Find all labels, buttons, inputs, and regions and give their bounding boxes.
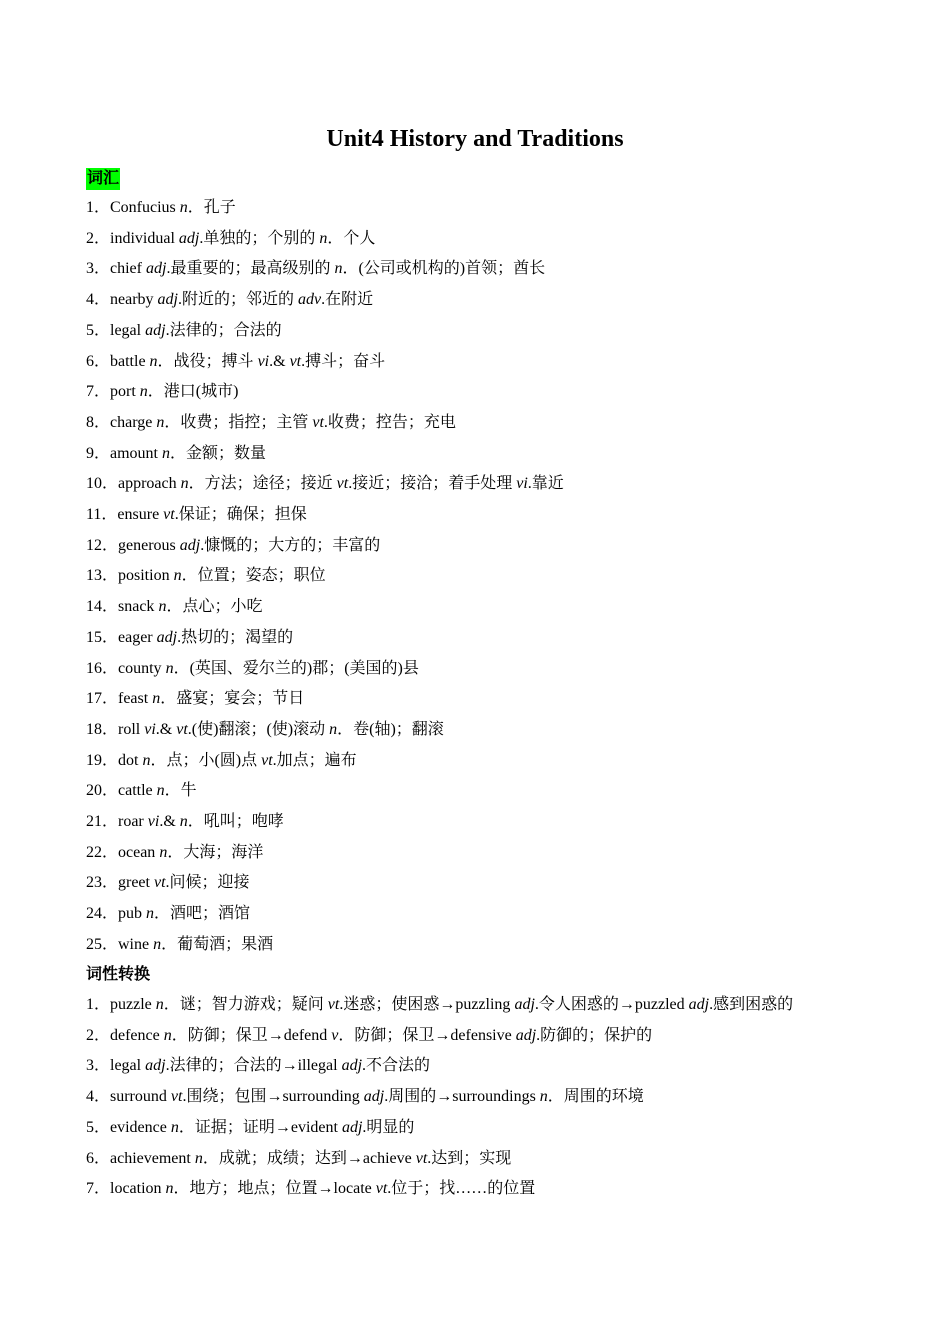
part-of-speech: n: [162, 444, 170, 462]
part-of-speech: n: [194, 1149, 203, 1167]
part-of-speech: n: [139, 383, 148, 401]
vocabulary-entry: [86, 718, 444, 742]
entry-text: 3．legal: [86, 1057, 146, 1075]
entry-text: .感到困惑的: [709, 996, 794, 1013]
entry-text: .明显的: [362, 1118, 415, 1136]
vocabulary-entry: [86, 257, 545, 281]
entry-text: ．成就；成绩；达到→achieve: [202, 1149, 416, 1167]
entry-text: 4．nearby: [86, 291, 158, 309]
part-of-speech: adj: [363, 1088, 385, 1106]
entry-text: .靠近: [527, 475, 564, 493]
vocabulary-entry: [86, 411, 456, 435]
entry-text: ．位置；姿态；职位: [181, 567, 326, 585]
part-of-speech: adj: [157, 291, 178, 309]
entry-text: 22．ocean: [86, 843, 160, 861]
part-of-speech: n: [156, 413, 165, 431]
part-of-speech: vt: [163, 506, 175, 523]
entry-text: 20．cattle: [86, 782, 157, 800]
entry-text: 7．location: [86, 1180, 166, 1198]
part-of-speech: n: [319, 229, 328, 247]
vocabulary-entry: [86, 350, 385, 374]
entry-text: .加点；遍布: [272, 751, 357, 769]
part-of-speech: n: [165, 659, 174, 677]
entry-text: ．战役；搏斗: [157, 352, 258, 370]
part-of-speech: adj: [341, 1118, 363, 1136]
part-of-speech: n: [180, 475, 189, 493]
entry-text: .&: [269, 352, 290, 370]
part-of-speech: vt: [289, 352, 302, 370]
vocabulary-entry: [86, 626, 293, 650]
part-of-speech: vt: [327, 996, 340, 1013]
entry-text: .在附近: [321, 291, 374, 309]
entry-text: ．酒吧；酒馆: [154, 905, 251, 923]
part-of-speech: adj: [341, 1057, 363, 1075]
part-of-speech: n: [170, 1118, 179, 1136]
entry-text: ．谜；智力游戏；疑问: [163, 996, 328, 1013]
word-form-entry: [86, 1054, 430, 1078]
entry-text: 19．dot: [86, 751, 143, 769]
vocabulary-entry: [86, 319, 282, 343]
entry-text: .收费；控告；充电: [323, 413, 456, 431]
word-form-entry: [86, 1177, 535, 1201]
entry-text: 23．greet: [86, 874, 154, 892]
part-of-speech: n: [146, 905, 155, 923]
entry-text: ．点心；小吃: [166, 598, 263, 616]
entry-text: 15．eager: [86, 628, 157, 646]
entry-text: .达到；实现: [427, 1149, 512, 1167]
part-of-speech: n: [153, 935, 162, 953]
part-of-speech: n: [539, 1088, 548, 1106]
entry-text: ．牛: [164, 782, 197, 800]
entry-text: ．吼叫；咆哮: [187, 813, 284, 830]
vocabulary-entry: [86, 871, 250, 895]
vocabulary-entry: [86, 534, 380, 558]
entry-text: ．(英国、爱尔兰的)郡；(美国的)县: [173, 659, 419, 677]
vocabulary-entry: [86, 595, 262, 619]
part-of-speech: adv: [298, 291, 322, 309]
part-of-speech: n: [165, 1180, 174, 1198]
entry-text: .&: [155, 720, 177, 738]
part-of-speech: adj: [145, 260, 167, 278]
part-of-speech: n: [155, 996, 164, 1013]
entry-text: 24．pub: [86, 905, 147, 923]
vocabulary-heading: 词汇: [86, 168, 120, 190]
part-of-speech: v: [331, 1026, 339, 1044]
entry-text: ．周围的环境: [547, 1088, 644, 1106]
part-of-speech: n: [173, 567, 182, 585]
part-of-speech: adj: [515, 1026, 537, 1044]
entry-text: .防御的；保护的: [536, 1026, 653, 1044]
entry-text: ．金额；数量: [170, 444, 267, 462]
vocabulary-entry: [86, 288, 373, 312]
entry-text: ．防御；保卫→defensive: [338, 1026, 516, 1044]
part-of-speech: vt: [415, 1149, 428, 1167]
entry-text: ．大海；海洋: [167, 843, 264, 861]
entry-text: 10．approach: [86, 475, 181, 493]
entry-text: ．葡萄酒；果酒: [161, 935, 274, 953]
part-of-speech: n: [159, 843, 168, 861]
entry-text: .围绕；包围→surrounding: [182, 1088, 364, 1106]
entry-text: ．港口(城市): [147, 383, 239, 401]
vocabulary-entry: [86, 196, 236, 220]
entry-text: .&: [159, 813, 180, 830]
entry-text: .搏斗；奋斗: [301, 352, 386, 370]
entry-text: ．个人: [327, 229, 376, 247]
entry-text: ．盛宴；宴会；节日: [160, 690, 305, 708]
part-of-speech: n: [163, 1026, 172, 1044]
part-of-speech: vi: [147, 813, 160, 830]
entry-text: 9．amount: [86, 444, 162, 462]
entry-text: 8．charge: [86, 413, 157, 431]
entry-text: ．防御；保卫→defend: [171, 1026, 332, 1044]
entry-text: 4．surround: [86, 1088, 171, 1106]
vocabulary-entry: [86, 687, 304, 711]
entry-text: 3．chief: [86, 260, 146, 278]
vocabulary-entry: [86, 779, 197, 803]
word-form-entry: [86, 1024, 652, 1048]
vocabulary-entry: [86, 564, 326, 588]
part-of-speech: n: [329, 720, 338, 738]
entry-text: .不合法的: [362, 1057, 431, 1075]
entry-text: 17．feast: [86, 690, 153, 708]
word-form-entry: [86, 1085, 644, 1109]
part-of-speech: adj: [514, 996, 535, 1013]
word-form-entry: [86, 993, 793, 1017]
vocabulary-entry: [86, 380, 238, 404]
part-of-speech: vt: [176, 720, 188, 738]
entry-text: 6．achievement: [86, 1149, 195, 1167]
vocabulary-entry: [86, 933, 273, 957]
part-of-speech: adj: [178, 229, 200, 247]
entry-text: ．收费；指控；主管: [164, 413, 313, 431]
entry-text: ．点；小(圆)点: [150, 751, 262, 769]
vocabulary-entry: [86, 472, 564, 496]
entry-text: .热切的；渴望的: [177, 628, 294, 646]
entry-text: .保证；确保；担保: [174, 506, 307, 523]
part-of-speech: n: [334, 260, 343, 278]
entry-text: .迷惑；使困惑→puzzling: [339, 996, 515, 1013]
part-of-speech: vt: [336, 475, 349, 493]
entry-text: .单独的；个别的: [199, 229, 320, 247]
part-of-speech: vi: [257, 352, 270, 370]
entry-text: ．地方；地点；位置→locate: [173, 1180, 376, 1198]
entry-text: 7．port: [86, 383, 140, 401]
word-forms-heading: 词性转换: [86, 966, 151, 983]
vocabulary-entry: [86, 227, 375, 251]
part-of-speech: n: [179, 199, 188, 216]
part-of-speech: adj: [145, 1057, 166, 1075]
part-of-speech: vt: [375, 1180, 388, 1198]
entry-text: .接近；接洽；着手处理: [348, 475, 517, 493]
part-of-speech: vt: [170, 1088, 183, 1106]
entry-text: 21．roar: [86, 813, 148, 830]
entry-text: 18．roll: [86, 720, 145, 738]
part-of-speech: adj: [145, 321, 166, 339]
entry-text: .慷慨的；大方的；丰富的: [200, 536, 381, 554]
entry-text: .附近的；邻近的: [178, 291, 299, 309]
part-of-speech: n: [156, 782, 165, 800]
part-of-speech: adj: [688, 996, 710, 1013]
entry-text: 5．evidence: [86, 1118, 171, 1136]
entry-text: 2．defence: [86, 1026, 164, 1044]
entry-text: 14．snack: [86, 598, 159, 616]
part-of-speech: n: [152, 690, 161, 708]
entry-text: .令人困惑的→puzzled: [534, 996, 689, 1013]
vocabulary-entry: [86, 503, 307, 527]
part-of-speech: n: [179, 813, 188, 830]
entry-text: .法律的；合法的: [165, 321, 282, 339]
vocabulary-entry: [86, 810, 284, 834]
vocabulary-entry: [86, 657, 419, 681]
entry-text: ．孔子: [187, 199, 236, 216]
entry-text: 1．Confucius: [86, 199, 180, 216]
part-of-speech: vt: [153, 874, 166, 892]
entry-text: ．卷(轴)；翻滚: [337, 720, 444, 738]
entry-text: ．证据；证明→evident: [178, 1118, 342, 1136]
entry-text: 2．individual: [86, 229, 179, 247]
part-of-speech: vi: [144, 720, 156, 738]
part-of-speech: vt: [312, 413, 324, 431]
part-of-speech: n: [149, 352, 158, 370]
part-of-speech: adj: [179, 536, 201, 554]
entry-text: 12．generous: [86, 536, 180, 554]
part-of-speech: adj: [156, 628, 178, 646]
vocabulary-entry: [86, 442, 266, 466]
entry-text: 1．puzzle: [86, 996, 156, 1013]
vocabulary-entry: [86, 749, 357, 773]
entry-text: 5．legal: [86, 321, 146, 339]
entry-text: .最重要的；最高级别的: [166, 260, 335, 278]
page-title: Unit4 History and Traditions: [326, 126, 624, 152]
entry-text: 6．battle: [86, 352, 150, 370]
vocabulary-entry: [86, 841, 263, 865]
part-of-speech: vi: [516, 475, 528, 493]
entry-text: 16．county: [86, 659, 166, 677]
entry-text: .(使)翻滚；(使)滚动: [187, 720, 330, 738]
entry-text: ．方法；途径；接近: [188, 475, 337, 493]
part-of-speech: n: [142, 751, 151, 769]
part-of-speech: n: [158, 598, 167, 616]
vocabulary-entry: [86, 902, 250, 926]
entry-text: .周围的→surroundings: [384, 1088, 540, 1106]
entry-text: 25．wine: [86, 935, 154, 953]
entry-text: 13．position: [86, 567, 174, 585]
part-of-speech: vt: [261, 751, 273, 769]
entry-text: .法律的；合法的→illegal: [165, 1057, 342, 1075]
entry-text: ．(公司或机构的)首领；酋长: [342, 260, 546, 278]
entry-text: .位于；找……的位置: [387, 1180, 536, 1198]
entry-text: 11．ensure: [86, 506, 164, 523]
word-form-entry: [86, 1147, 511, 1171]
entry-text: .问候；迎接: [165, 874, 250, 892]
word-form-entry: [86, 1116, 414, 1140]
